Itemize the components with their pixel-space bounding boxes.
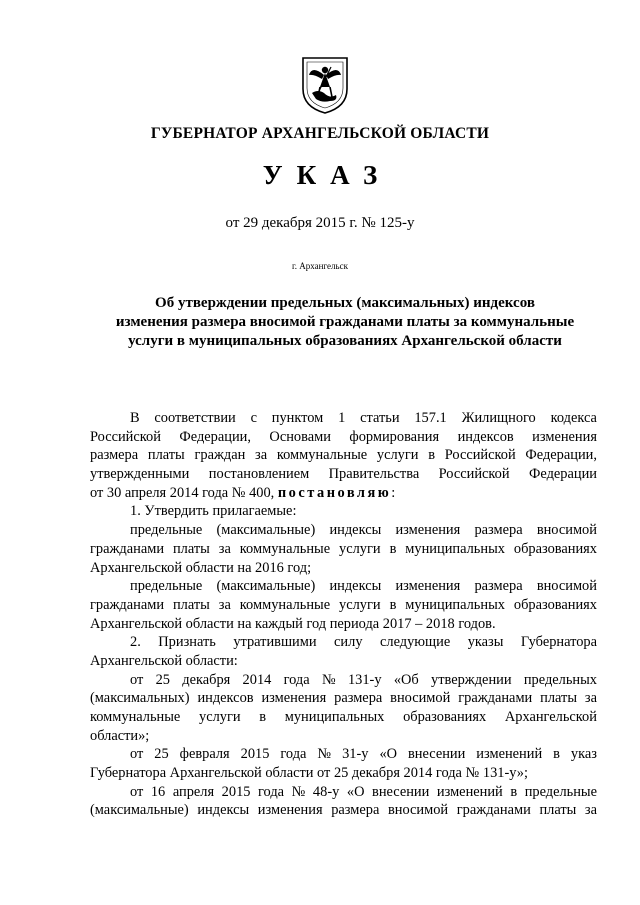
body-word: муниципальных bbox=[405, 596, 505, 613]
body-word: Губернатора bbox=[520, 634, 597, 651]
body-line bbox=[90, 745, 597, 764]
body-line bbox=[90, 801, 597, 820]
body-word: коммунальные bbox=[239, 540, 331, 557]
body-word: индексы bbox=[197, 802, 250, 819]
body-word: муниципальных bbox=[405, 540, 505, 557]
document-body bbox=[90, 409, 597, 820]
body-word: изменения bbox=[261, 690, 327, 707]
body-word: Российской bbox=[444, 447, 516, 464]
body-line bbox=[90, 633, 597, 652]
body-word: платы bbox=[540, 690, 578, 707]
body-line bbox=[90, 428, 597, 447]
body-line bbox=[90, 783, 597, 802]
body-word: «Об bbox=[393, 671, 419, 688]
body-word: коммунальные bbox=[90, 709, 181, 725]
body-word: № bbox=[291, 783, 306, 800]
body-word: (максимальные) bbox=[90, 802, 189, 819]
body-word: № bbox=[317, 746, 332, 763]
body-word: в bbox=[553, 746, 560, 763]
title-line: Об утверждении предельных (максимальных) индексов bbox=[155, 295, 535, 311]
body-word: индексов bbox=[197, 690, 254, 707]
body-word: вносимой bbox=[536, 522, 597, 539]
body-word: за bbox=[584, 802, 597, 819]
body-word: коммунальные bbox=[276, 447, 368, 464]
body-word: 25 bbox=[154, 746, 169, 763]
body-word: изменений bbox=[476, 746, 543, 763]
body-word: формирования bbox=[349, 428, 440, 445]
body-word: за bbox=[255, 447, 268, 464]
body-word: гражданами bbox=[456, 802, 531, 819]
body-word: утверждении bbox=[431, 671, 512, 688]
body-word: изменения bbox=[395, 522, 461, 539]
body-word: года bbox=[280, 746, 307, 763]
body-word: образованиях bbox=[403, 709, 487, 725]
body-word: услуги bbox=[339, 596, 381, 613]
body-word: 1 bbox=[338, 410, 346, 426]
body-word: 2015 bbox=[240, 746, 270, 763]
body-word: «О bbox=[346, 783, 365, 800]
body-word: коммунальные bbox=[239, 596, 331, 613]
body-word: размера bbox=[334, 690, 383, 707]
body-word: Признать bbox=[158, 634, 216, 651]
body-word: в bbox=[510, 783, 518, 800]
body-line: Архангельской области: bbox=[90, 652, 238, 669]
body-word: предельные bbox=[130, 522, 203, 539]
issuer-title: ГУБЕРНАТОР АРХАНГЕЛЬСКОЙ ОБЛАСТИ bbox=[150, 125, 490, 142]
body-word: февраля bbox=[179, 746, 230, 763]
body-word: предельных bbox=[523, 671, 597, 688]
body-word: постановлением bbox=[208, 466, 310, 483]
body-word: следующие bbox=[380, 634, 451, 651]
body-word: (максимальные) bbox=[216, 578, 316, 595]
body-word: 25 bbox=[155, 671, 170, 688]
document-title bbox=[95, 294, 595, 351]
body-word: услуги bbox=[339, 540, 381, 557]
body-word: указ bbox=[570, 746, 597, 763]
body-line bbox=[90, 446, 597, 465]
body-line bbox=[90, 577, 597, 596]
body-word: индексы bbox=[329, 522, 382, 539]
body-word: гражданами bbox=[90, 596, 165, 613]
coat-of-arms-icon bbox=[300, 55, 350, 115]
body-line: области»; bbox=[90, 727, 150, 744]
body-line bbox=[90, 465, 597, 484]
body-word: размера bbox=[90, 447, 139, 464]
body-word: за bbox=[218, 540, 231, 557]
body-word: утвержденными bbox=[90, 466, 190, 483]
body-line: Губернатора Архангельской области от 25 декабря 2014 года № 131-у»; bbox=[90, 765, 528, 782]
body-word: от bbox=[130, 746, 144, 763]
body-word: индексы bbox=[329, 578, 382, 595]
body-line bbox=[90, 708, 597, 727]
body-word: изменения bbox=[257, 802, 323, 819]
body-text-fragment: : bbox=[391, 484, 396, 501]
body-word: за bbox=[584, 690, 597, 707]
body-word: года bbox=[258, 783, 285, 800]
body-line bbox=[90, 409, 597, 428]
resolution-keyword: постановляю bbox=[277, 484, 392, 501]
body-word: в bbox=[428, 447, 436, 464]
body-word: (максимальные) bbox=[216, 522, 316, 539]
body-word: гражданами bbox=[458, 690, 533, 707]
title-line: услуги в муниципальных образованиях Архангельской области bbox=[128, 333, 562, 349]
body-word: вносимой bbox=[390, 690, 451, 707]
body-word: индексов bbox=[457, 428, 514, 445]
body-word: Федерации bbox=[529, 466, 597, 483]
body-word: 48-у bbox=[312, 783, 340, 800]
body-word: образованиях bbox=[513, 540, 597, 557]
body-word: платы bbox=[539, 802, 577, 819]
body-word: платы bbox=[147, 447, 185, 464]
body-word: 157.1 bbox=[414, 410, 447, 426]
body-word: Российской bbox=[438, 466, 510, 483]
body-word: «О bbox=[379, 746, 398, 763]
body-word: размера bbox=[474, 522, 523, 539]
body-line bbox=[90, 596, 597, 615]
body-word: платы bbox=[172, 540, 210, 557]
body-word: Российской bbox=[90, 428, 161, 445]
body-word: 2014 bbox=[242, 671, 272, 688]
body-word: № bbox=[321, 671, 336, 688]
body-line bbox=[90, 521, 597, 540]
body-word: декабря bbox=[182, 671, 231, 688]
body-word: Федерации, bbox=[525, 447, 597, 464]
body-word: размера bbox=[331, 802, 380, 819]
body-word: Архангельской bbox=[504, 709, 597, 725]
body-word: 2015 bbox=[221, 783, 251, 800]
body-word: гражданами bbox=[90, 540, 165, 557]
body-word: Жилищного bbox=[461, 410, 536, 426]
body-word: от bbox=[130, 671, 144, 688]
body-word: за bbox=[218, 596, 231, 613]
body-word: изменения bbox=[395, 578, 461, 595]
body-word: года bbox=[283, 671, 310, 688]
body-word: с bbox=[250, 410, 257, 426]
body-word: 131-у bbox=[347, 671, 382, 688]
body-word: 2. bbox=[130, 634, 141, 651]
body-word: пунктом bbox=[271, 410, 324, 426]
body-word: в bbox=[389, 540, 397, 557]
body-line: 1. Утвердить прилагаемые: bbox=[130, 503, 297, 520]
body-word: Федерации, bbox=[179, 428, 251, 445]
body-word: апреля bbox=[172, 783, 215, 800]
body-word: Основами bbox=[269, 428, 331, 445]
body-line bbox=[90, 540, 597, 559]
body-word: утратившими bbox=[233, 634, 317, 651]
document-city: г. Архангельск bbox=[292, 261, 348, 271]
document-date-number: от 29 декабря 2015 г. № 125-у bbox=[225, 215, 415, 231]
body-word: внесении bbox=[372, 783, 430, 800]
body-word: в bbox=[389, 596, 397, 613]
body-word: от bbox=[130, 783, 144, 800]
body-word: граждан bbox=[194, 447, 246, 464]
body-word: услуги bbox=[199, 709, 241, 725]
body-word: размера bbox=[474, 578, 523, 595]
body-text-fragment: от 30 апреля 2014 года № 400, bbox=[90, 484, 275, 501]
body-word: силу bbox=[334, 634, 363, 651]
body-word: платы bbox=[172, 596, 210, 613]
body-word: внесении bbox=[408, 746, 466, 763]
body-word: 31-у bbox=[342, 746, 369, 763]
title-line: изменения размера вносимой гражданами платы за коммунальные bbox=[115, 314, 575, 330]
body-line bbox=[90, 671, 597, 690]
body-word: указы bbox=[467, 634, 504, 651]
body-word: муниципальных bbox=[284, 709, 385, 725]
body-word: Правительства bbox=[328, 466, 420, 483]
body-word: В bbox=[130, 410, 140, 426]
body-word: услуги bbox=[376, 447, 419, 464]
body-line: Архангельской области на 2016 год; bbox=[90, 559, 312, 576]
body-line bbox=[90, 689, 597, 708]
body-word: вносимой bbox=[387, 802, 449, 819]
document-type: УКАЗ bbox=[262, 160, 392, 190]
body-word: в bbox=[259, 709, 267, 725]
body-word: кодекса bbox=[550, 410, 597, 426]
body-word: образованиях bbox=[513, 596, 597, 613]
body-word: 16 bbox=[150, 783, 166, 800]
body-line bbox=[90, 484, 597, 503]
body-word: соответствии bbox=[154, 410, 236, 426]
body-line: Архангельской области на каждый год периода 2017 – 2018 годов. bbox=[90, 615, 496, 632]
body-word: (максимальных) bbox=[90, 690, 190, 707]
body-word: предельные bbox=[130, 578, 203, 595]
body-word: изменений bbox=[436, 783, 503, 800]
body-word: вносимой bbox=[536, 578, 597, 595]
body-word: предельные bbox=[524, 783, 597, 800]
body-word: статьи bbox=[360, 410, 400, 426]
body-word: изменения bbox=[532, 428, 597, 445]
